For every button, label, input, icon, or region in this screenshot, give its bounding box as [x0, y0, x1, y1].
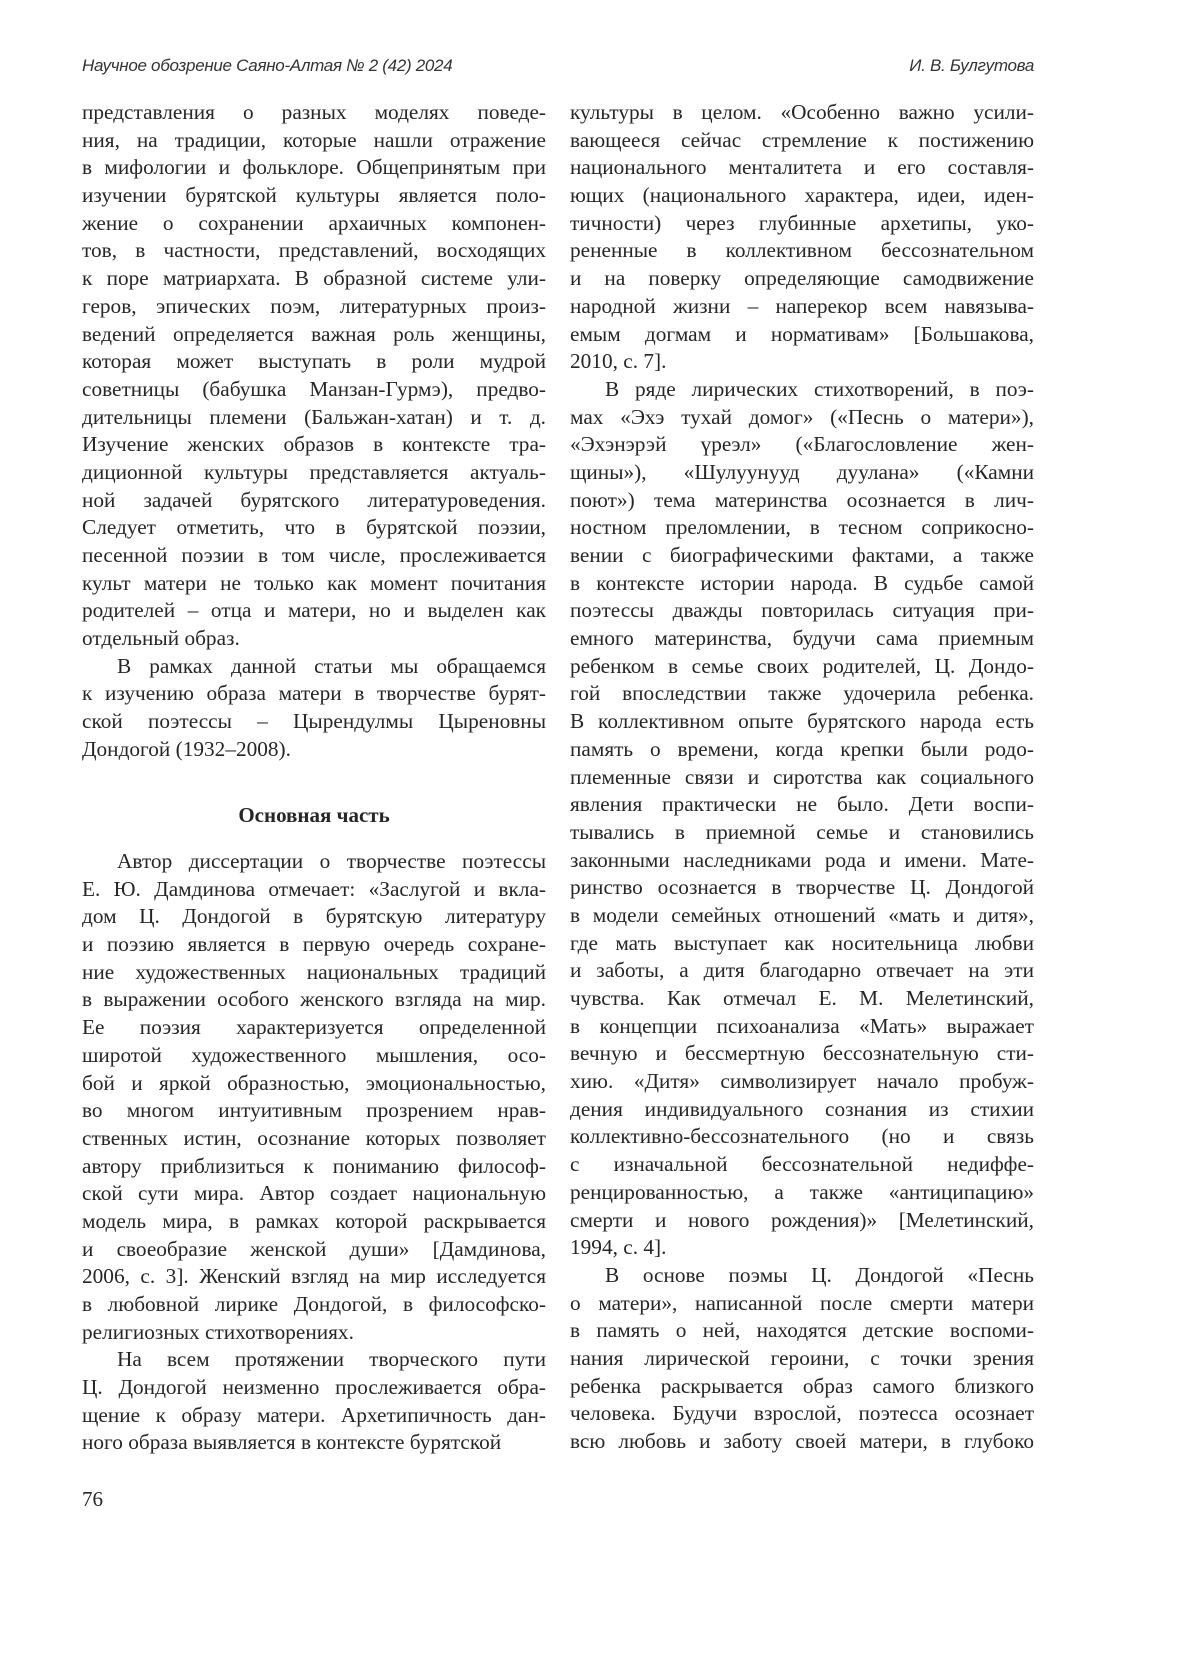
text-line: ния, на традиции, которые нашли отражение	[82, 127, 546, 155]
text-line: религиозных стихотворениях.	[82, 1319, 546, 1347]
paragraph	[570, 376, 1034, 1262]
text-line: и поэзию является в первую очередь сохране-	[82, 931, 546, 959]
text-line: дения индивидуального сознания из стихии	[570, 1096, 1034, 1124]
running-header-author: И. В. Булгутова	[909, 56, 1034, 76]
text-line: дительницы племени (Бальжан-хатан) и т. д.	[82, 404, 546, 432]
text-line: диционной культуры представляется актуаль-	[82, 459, 546, 487]
text-line: жение о сохранении архаичных компонен-	[82, 210, 546, 238]
text-line: вечную и бессмертную бессознательную сти-	[570, 1040, 1034, 1068]
text-line: На всем протяжении творческого пути	[82, 1346, 546, 1374]
text-line: советницы (бабушка Манзан-Гурмэ), предво-	[82, 376, 546, 404]
text-line: хию. «Дитя» символизирует начало пробуж-	[570, 1068, 1034, 1096]
text-line: ного образа выявляется в контексте бурятской	[82, 1429, 546, 1457]
paragraph	[82, 1346, 546, 1457]
text-line: ние художественных национальных традиций	[82, 959, 546, 987]
text-line: представления о разных моделях поведе-	[82, 99, 546, 127]
text-line: и заботы, а дитя благодарно отвечает на эти	[570, 957, 1034, 985]
text-line: в концепции психоанализа «Мать» выражает	[570, 1013, 1034, 1041]
text-line: и на поверку определяющие самодвижение	[570, 265, 1034, 293]
text-line: автору приблизиться к пониманию философ-	[82, 1153, 546, 1181]
text-line: нания лирической героини, с точки зрения	[570, 1345, 1034, 1373]
text-line: В основе поэмы Ц. Дондогой «Песнь	[570, 1262, 1034, 1290]
text-line: ственных истин, осознание которых позволяет	[82, 1125, 546, 1153]
text-line: о матери», написанной после смерти матери	[570, 1290, 1034, 1318]
text-line: поэтессы дважды повторилась ситуация при-	[570, 597, 1034, 625]
text-line: явления практически не было. Дети воспи-	[570, 791, 1034, 819]
text-line: в модели семейных отношений «мать и дитя»,	[570, 902, 1034, 930]
text-line: мах «Эхэ тухай домог» («Песнь о матери»),	[570, 404, 1034, 432]
text-line: широтой художественного мышления, осо-	[82, 1042, 546, 1070]
text-line: тывались в приемной семье и становились	[570, 819, 1034, 847]
text-line: национального менталитета и его составля-	[570, 154, 1034, 182]
text-line: законными наследниками рода и имени. Мате-	[570, 847, 1034, 875]
text-line: ребенка раскрывается образ самого близкого	[570, 1373, 1034, 1401]
text-line: поют») тема материнства осознается в лич-	[570, 487, 1034, 515]
text-line: Ц. Дондогой неизменно прослеживается обра-	[82, 1374, 546, 1402]
right-column	[570, 99, 1034, 1456]
text-line: смерти и нового рождения)» [Мелетинский,	[570, 1207, 1034, 1235]
text-line: Следует отметить, что в бурятской поэзии,	[82, 514, 546, 542]
text-line: ренцированностью, а также «антиципацию»	[570, 1179, 1034, 1207]
left-column-top	[82, 99, 546, 764]
text-line: Ее поэзия характеризуется определенной	[82, 1014, 546, 1042]
text-line: память о времени, когда крепки были родо-	[570, 736, 1034, 764]
text-line: в мифологии и фольклоре. Общепринятым при	[82, 154, 546, 182]
text-line: ностном преломлении, в тесном соприкосно-	[570, 514, 1034, 542]
text-line: племенные связи и сиротства как социального	[570, 764, 1034, 792]
text-line: в память о ней, находятся детские воспоми-	[570, 1317, 1034, 1345]
text-line: ведений определяется важная роль женщины,	[82, 321, 546, 349]
text-line: всю любовь и заботу своей матери, в глубоко	[570, 1428, 1034, 1456]
text-line: к изучению образа матери в творчестве бурят-	[82, 680, 546, 708]
text-line: 1994, с. 4].	[570, 1234, 1034, 1262]
text-line: ребенком в семье своих родителей, Ц. Дондо-	[570, 653, 1034, 681]
text-line: тов, в частности, представлений, восходящих	[82, 237, 546, 265]
text-line: во многом интуитивным прозрением нрав-	[82, 1097, 546, 1125]
text-line: в выражении особого женского взгляда на мир.	[82, 986, 546, 1014]
text-line: емного материнства, будучи сама приемным	[570, 625, 1034, 653]
text-line: 2006, с. 3]. Женский взгляд на мир исследуется	[82, 1263, 546, 1291]
text-line: гой впоследствии также удочерила ребенка.	[570, 680, 1034, 708]
text-line: изучении бурятской культуры является поло-	[82, 182, 546, 210]
text-line: ринство осознается в творчестве Ц. Дондогой	[570, 874, 1034, 902]
paragraph	[82, 848, 546, 1346]
section-heading: Основная часть	[82, 801, 546, 829]
text-line: В ряде лирических стихотворений, в поэ-	[570, 376, 1034, 404]
text-line: Дондогой (1932–2008).	[82, 736, 546, 764]
text-line: в любовной лирике Дондогой, в философско-	[82, 1291, 546, 1319]
text-line: родителей – отца и матери, но и выделен как	[82, 597, 546, 625]
text-line: Изучение женских образов в контексте тра-	[82, 431, 546, 459]
text-line: культ матери не только как момент почитания	[82, 570, 546, 598]
text-line: тичности) через глубинные архетипы, уко-	[570, 210, 1034, 238]
text-line: Е. Ю. Дамдинова отмечает: «Заслугой и вкла-	[82, 876, 546, 904]
text-line: культуры в целом. «Особенно важно усили-	[570, 99, 1034, 127]
text-line: человека. Будучи взрослой, поэтесса осознает	[570, 1400, 1034, 1428]
text-line: В коллективном опыте бурятского народа есть	[570, 708, 1034, 736]
text-line: В рамках данной статьи мы обращаемся	[82, 653, 546, 681]
running-header-journal: Научное обозрение Саяно-Алтая № 2 (42) 2024	[82, 56, 452, 76]
text-line: в контексте истории народа. В судьбе самой	[570, 570, 1034, 598]
text-line: 2010, с. 7].	[570, 348, 1034, 376]
paragraph	[82, 653, 546, 764]
text-line: и своеобразие женской души» [Дамдинова,	[82, 1236, 546, 1264]
text-line: ской поэтессы – Цырендулмы Цыреновны	[82, 708, 546, 736]
text-line: дом Ц. Дондогой в бурятскую литературу	[82, 903, 546, 931]
paragraph	[570, 1262, 1034, 1456]
text-line: с изначальной бессознательной недиффе-	[570, 1151, 1034, 1179]
left-column-bottom	[82, 848, 546, 1457]
text-line: модель мира, в рамках которой раскрывается	[82, 1208, 546, 1236]
text-line: вающееся сейчас стремление к постижению	[570, 127, 1034, 155]
text-line: Автор диссертации о творчестве поэтессы	[82, 848, 546, 876]
text-line: народной жизни – наперекор всем навязыва-	[570, 293, 1034, 321]
text-line: где мать выступает как носительница любви	[570, 930, 1034, 958]
text-line: ной задачей бурятского литературоведения.	[82, 487, 546, 515]
text-line: ющих (национального характера, идеи, иден-	[570, 182, 1034, 210]
paragraph	[570, 99, 1034, 376]
text-line: геров, эпических поэм, литературных произ-	[82, 293, 546, 321]
text-line: чувства. Как отмечал Е. М. Мелетинский,	[570, 985, 1034, 1013]
text-line: «Эхэнэрэй үреэл» («Благословление жен-	[570, 431, 1034, 459]
text-line: к поре матриархата. В образной системе ули-	[82, 265, 546, 293]
page-number: 76	[82, 1487, 103, 1512]
text-line: щение к образу матери. Архетипичность дан-	[82, 1402, 546, 1430]
text-line: щины»), «Шулуунууд дуулана» («Камни	[570, 459, 1034, 487]
paragraph	[82, 99, 546, 653]
text-line: рененные в коллективном бессознательном	[570, 237, 1034, 265]
text-line: песенной поэзии в том числе, прослеживается	[82, 542, 546, 570]
text-line: емым догмам и нормативам» [Большакова,	[570, 321, 1034, 349]
text-line: коллективно-бессознательного (но и связь	[570, 1123, 1034, 1151]
text-line: вении с биографическими фактами, а также	[570, 542, 1034, 570]
text-line: ской сути мира. Автор создает национальную	[82, 1180, 546, 1208]
text-line: которая может выступать в роли мудрой	[82, 348, 546, 376]
text-line: бой и яркой образностью, эмоциональностью,	[82, 1070, 546, 1098]
text-line: отдельный образ.	[82, 625, 546, 653]
